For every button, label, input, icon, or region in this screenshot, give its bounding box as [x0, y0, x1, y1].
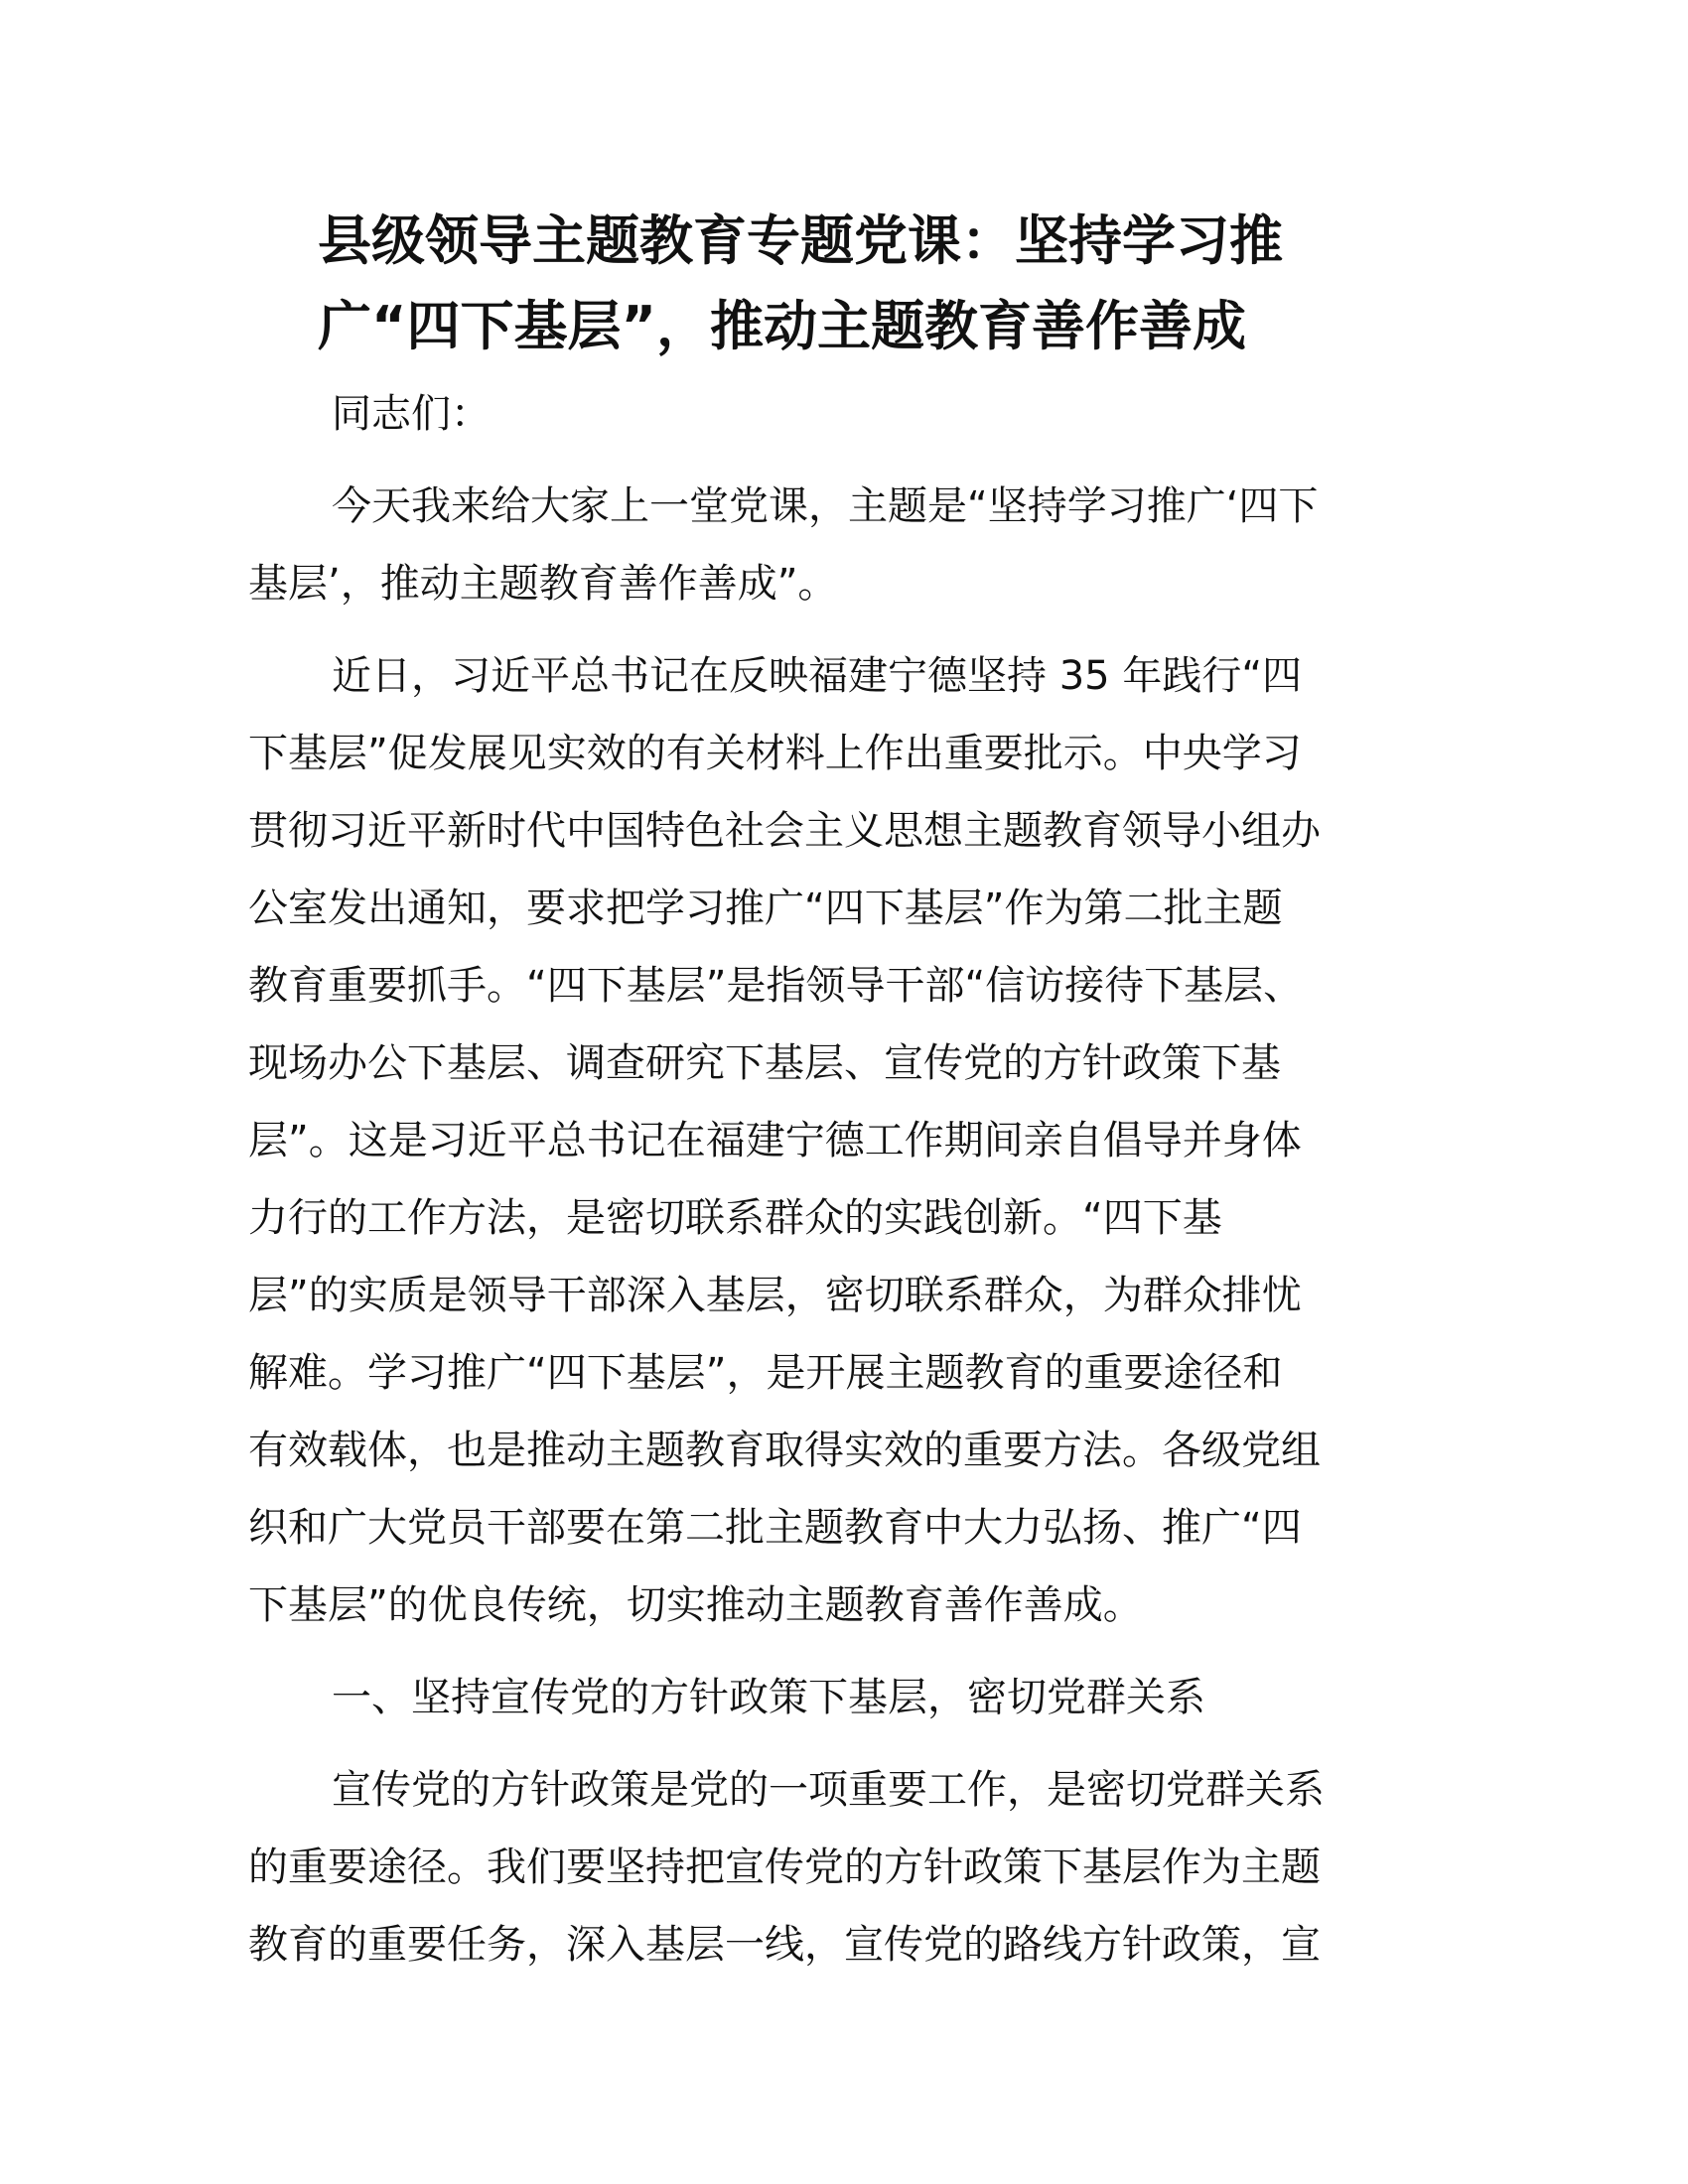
paragraph-line: 教育的重要任务，深入基层一线，宣传党的路线方针政策，宣: [248, 1922, 1321, 1968]
section-heading-text: 一、坚持宣传党的方针政策下基层，密切党群关系: [332, 1675, 1205, 1720]
paragraph-line: 解难。学习推广“四下基层”，是开展主题教育的重要途径和: [248, 1350, 1283, 1396]
paragraph-line: 层”。这是习近平总书记在福建宁德工作期间亲自倡导并身体: [248, 1118, 1302, 1163]
paragraph-line: 层”的实质是领导干部深入基层，密切联系群众，为群众排忧: [248, 1273, 1302, 1318]
paragraph-line: 的重要途径。我们要坚持把宣传党的方针政策下基层作为主题: [248, 1844, 1321, 1890]
paragraph-line: 织和广大党员干部要在第二批主题教育中大力弘扬、推广“四: [248, 1505, 1302, 1551]
section-heading: [248, 1659, 1440, 1736]
paragraph-background: [248, 637, 1440, 1644]
document-body: [248, 375, 1440, 1998]
paragraph-line: 下基层”促发展见实效的有关材料上作出重要批示。中央学习: [248, 731, 1302, 776]
title-line-1: 县级领导主题教育专题党课：坚持学习推: [318, 209, 1283, 272]
paragraph-section-1: [248, 1751, 1440, 1983]
paragraph-line: 近日，习近平总书记在反映福建宁德坚持 35 年践行“四: [332, 653, 1303, 699]
paragraph-line: 现场办公下基层、调查研究下基层、宣传党的方针政策下基: [248, 1040, 1281, 1086]
paragraph-line: 贯彻习近平新时代中国特色社会主义思想主题教育领导小组办: [248, 808, 1321, 854]
paragraph-line: 有效载体，也是推动主题教育取得实效的重要方法。各级党组: [248, 1428, 1321, 1473]
document-title: [318, 199, 1380, 369]
title-line-2: 广“四下基层”，推动主题教育善作善成: [318, 295, 1246, 357]
paragraph-line: 力行的工作方法，是密切联系群众的实践创新。“四下基: [248, 1195, 1222, 1241]
greeting-text: 同志们：: [332, 391, 491, 437]
paragraph-line: 宣传党的方针政策是党的一项重要工作，是密切党群关系: [332, 1767, 1325, 1813]
paragraph-line: 基层’，推动主题教育善作善成”。: [248, 561, 838, 607]
greeting: [248, 375, 1440, 453]
paragraph-line: 教育重要抓手。“四下基层”是指领导干部“信访接待下基层、: [248, 963, 1304, 1009]
paragraph-line: 今天我来给大家上一堂党课，主题是“坚持学习推广‘四下: [332, 483, 1319, 529]
paragraph-line: 下基层”的优良传统，切实推动主题教育善作善成。: [248, 1582, 1143, 1628]
paragraph-line: 公室发出通知，要求把学习推广“四下基层”作为第二批主题: [248, 886, 1283, 931]
paragraph-intro: [248, 468, 1440, 622]
